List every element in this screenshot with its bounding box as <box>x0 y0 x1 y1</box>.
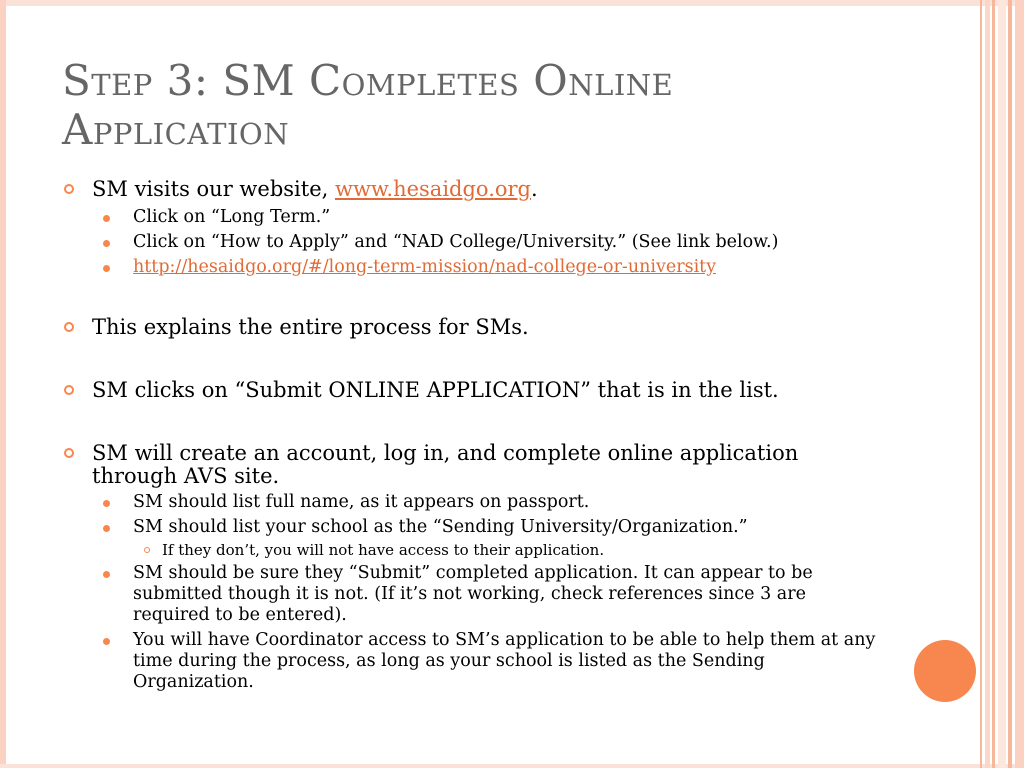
bullet-create-account <box>62 442 882 488</box>
sub-sub-bullet-access <box>62 541 882 560</box>
decorative-orange-circle <box>914 640 976 702</box>
slide-title <box>62 56 922 154</box>
sub-bullet-coordinator <box>62 630 882 693</box>
bullet-text: SM will create an account, log in, and complete online application through AVS site. <box>92 441 799 488</box>
website-link[interactable]: www.hesaidgo.org <box>334 177 532 201</box>
decorative-stripes <box>980 0 1024 768</box>
bullet-dot-icon <box>103 638 110 645</box>
sub-bullet-full-name <box>62 492 882 513</box>
bullet-ring-icon <box>64 448 74 458</box>
bullet-text: SM clicks on “Submit ONLINE APPLICATION” that is in the list. <box>92 378 779 402</box>
bullet-text: This explains the entire process for SMs. <box>92 315 529 339</box>
bullet-ring-icon <box>64 184 74 194</box>
sub-bullet-text: SM should list your school as the “Sending University/Organization.” <box>133 517 748 537</box>
slide-body <box>62 178 882 693</box>
bullet-dot-icon <box>103 265 110 272</box>
sub-bullet-text: SM should be sure they “Submit” completed application. It can appear to be submitted though it is not. (If it’s not working, check references since 3 are required to be entered). <box>133 563 813 625</box>
sub-bullet-long-term <box>62 207 882 228</box>
bullet-dot-icon <box>103 500 110 507</box>
bullet-dot-icon <box>103 240 110 247</box>
bullet-ring-icon <box>64 385 74 395</box>
sub-bullet-submit <box>62 563 882 626</box>
bullet-dot-icon <box>103 571 110 578</box>
sub-bullet-school <box>62 517 882 538</box>
bullet-website <box>62 178 882 201</box>
slide-title-line2: Application <box>62 105 290 154</box>
bullet-submit-online <box>62 379 882 402</box>
slide-frame-left <box>0 0 6 768</box>
sub-bullet-link <box>62 257 882 278</box>
slide-frame-top <box>0 0 1024 6</box>
long-term-mission-link[interactable]: http://hesaidgo.org/#/long-term-mission/nad-college-or-university <box>133 257 717 277</box>
bullet-ring-icon <box>64 322 74 332</box>
sub-bullet-how-to-apply <box>62 232 882 253</box>
sub-bullet-text: You will have Coordinator access to SM’s application to be able to help them at any time during the process, as long as your school is listed as the Sending Organization. <box>133 630 876 692</box>
sub-bullet-text: SM should list full name, as it appears on passport. <box>133 492 590 512</box>
bullet-text: SM visits our website, <box>92 177 335 201</box>
slide-title-line1: Step 3: SM Completes Online <box>62 56 674 105</box>
sub-bullet-text: Click on “Long Term.” <box>133 207 331 227</box>
sub-sub-bullet-text: If they don’t, you will not have access to their application. <box>162 541 605 559</box>
slide-frame-bottom <box>0 764 1024 768</box>
bullet-dot-icon <box>103 215 110 222</box>
bullet-explains <box>62 316 882 339</box>
bullet-dot-icon <box>103 525 110 532</box>
bullet-text-end: . <box>531 177 538 201</box>
bullet-ring-small-icon <box>144 547 150 553</box>
sub-bullet-text: Click on “How to Apply” and “NAD College/University.” (See link below.) <box>133 232 779 252</box>
